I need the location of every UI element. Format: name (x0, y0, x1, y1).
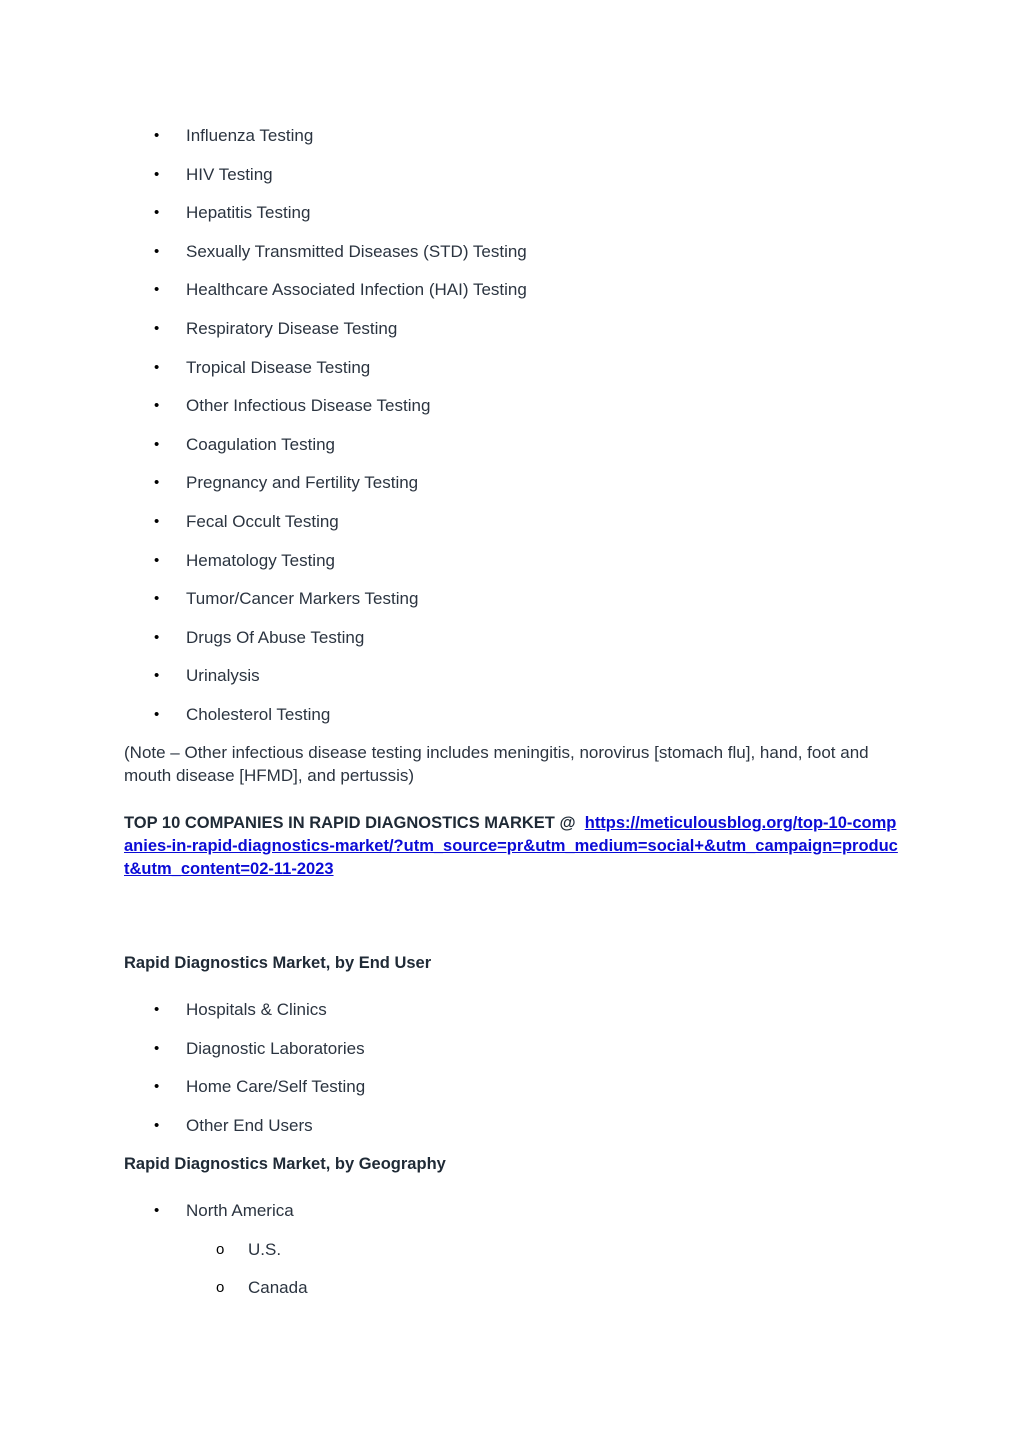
bullet-icon: • (154, 512, 160, 530)
circle-bullet-icon: o (216, 1279, 225, 1297)
bullet-icon: • (154, 204, 160, 222)
bullet-icon: • (154, 319, 160, 337)
bullet-icon: • (154, 1078, 160, 1096)
document-page: • Influenza Testing • HIV Testing • Hepatitis Testing • Sexually Transmitted Diseases (STD) Testing • Healthcare Associated Infection (HAI) Testing • Respiratory Disease Testing • Tropical Disease Testing • Other Infectious Disease Testing • Coagulation Testing • Pregnancy and Fertility Testing • Fecal Occult Testing • Hematology Testing • Tumor/Cancer Markers Testing • Drugs Of Abuse Testing • Urinalysis • Cholesterol Testing (Note – Other infectious disease testing includes meningitis, norovirus [stomach flu], hand, foot and mouth disease [HFMD], and pertussis) TOP 10 COMPANIES IN RAPID DIAGNOSTICS MARKET @ https://meticulousblog.org/top-10-companies-in-rapid-diagnostics-market/?utm_source=pr&utm_medium=social+&utm_campaign=product&utm_content=02-11-2023 Rapid Diagnostics Market, by End User • Hospitals & Clinics • Diagnostic Laboratories • Home Care/Self Testing • Other End Users Rapid Diagnostics Market, by Geography • North America o U.S. o Canada (0, 0, 1023, 1448)
geography-heading: Rapid Diagnostics Market, by Geography (124, 1155, 446, 1173)
bullet-icon: • (154, 1202, 160, 1219)
note-paragraph: (Note – Other infectious disease testing includes meningitis, norovirus [stomach flu], hand, foot and mouth disease [HFMD], and pertussis) (124, 743, 869, 785)
bullet-icon: • (154, 281, 160, 299)
bullet-icon: • (154, 1116, 160, 1134)
top-companies-link[interactable]: https://meticulousblog.org/top-10-companies-in-rapid-diagnostics-market/?utm_source=pr&utm_medium=social+&utm_campaign=product&utm_content=02-11-2023 (124, 814, 898, 878)
bullet-icon: • (154, 667, 160, 685)
bullet-icon: • (154, 127, 160, 144)
end-user-heading: Rapid Diagnostics Market, by End User (124, 954, 432, 972)
bullet-icon: • (154, 397, 160, 415)
bullet-icon: • (154, 705, 160, 723)
bullet-icon: • (154, 628, 160, 646)
bullet-icon: • (154, 474, 160, 492)
bullet-icon: • (154, 551, 160, 569)
bullet-icon: • (154, 590, 160, 608)
top-companies-label: TOP 10 COMPANIES IN RAPID DIAGNOSTICS MARKET @ (124, 814, 576, 832)
bullet-icon: • (154, 435, 160, 453)
bullet-icon: • (154, 1039, 160, 1057)
top-companies-paragraph (124, 812, 899, 881)
bullet-icon: • (154, 165, 160, 183)
bullet-icon: • (154, 1001, 160, 1018)
circle-bullet-icon: o (216, 1240, 225, 1258)
bullet-icon: • (154, 242, 160, 260)
bullet-icon: • (154, 358, 160, 376)
